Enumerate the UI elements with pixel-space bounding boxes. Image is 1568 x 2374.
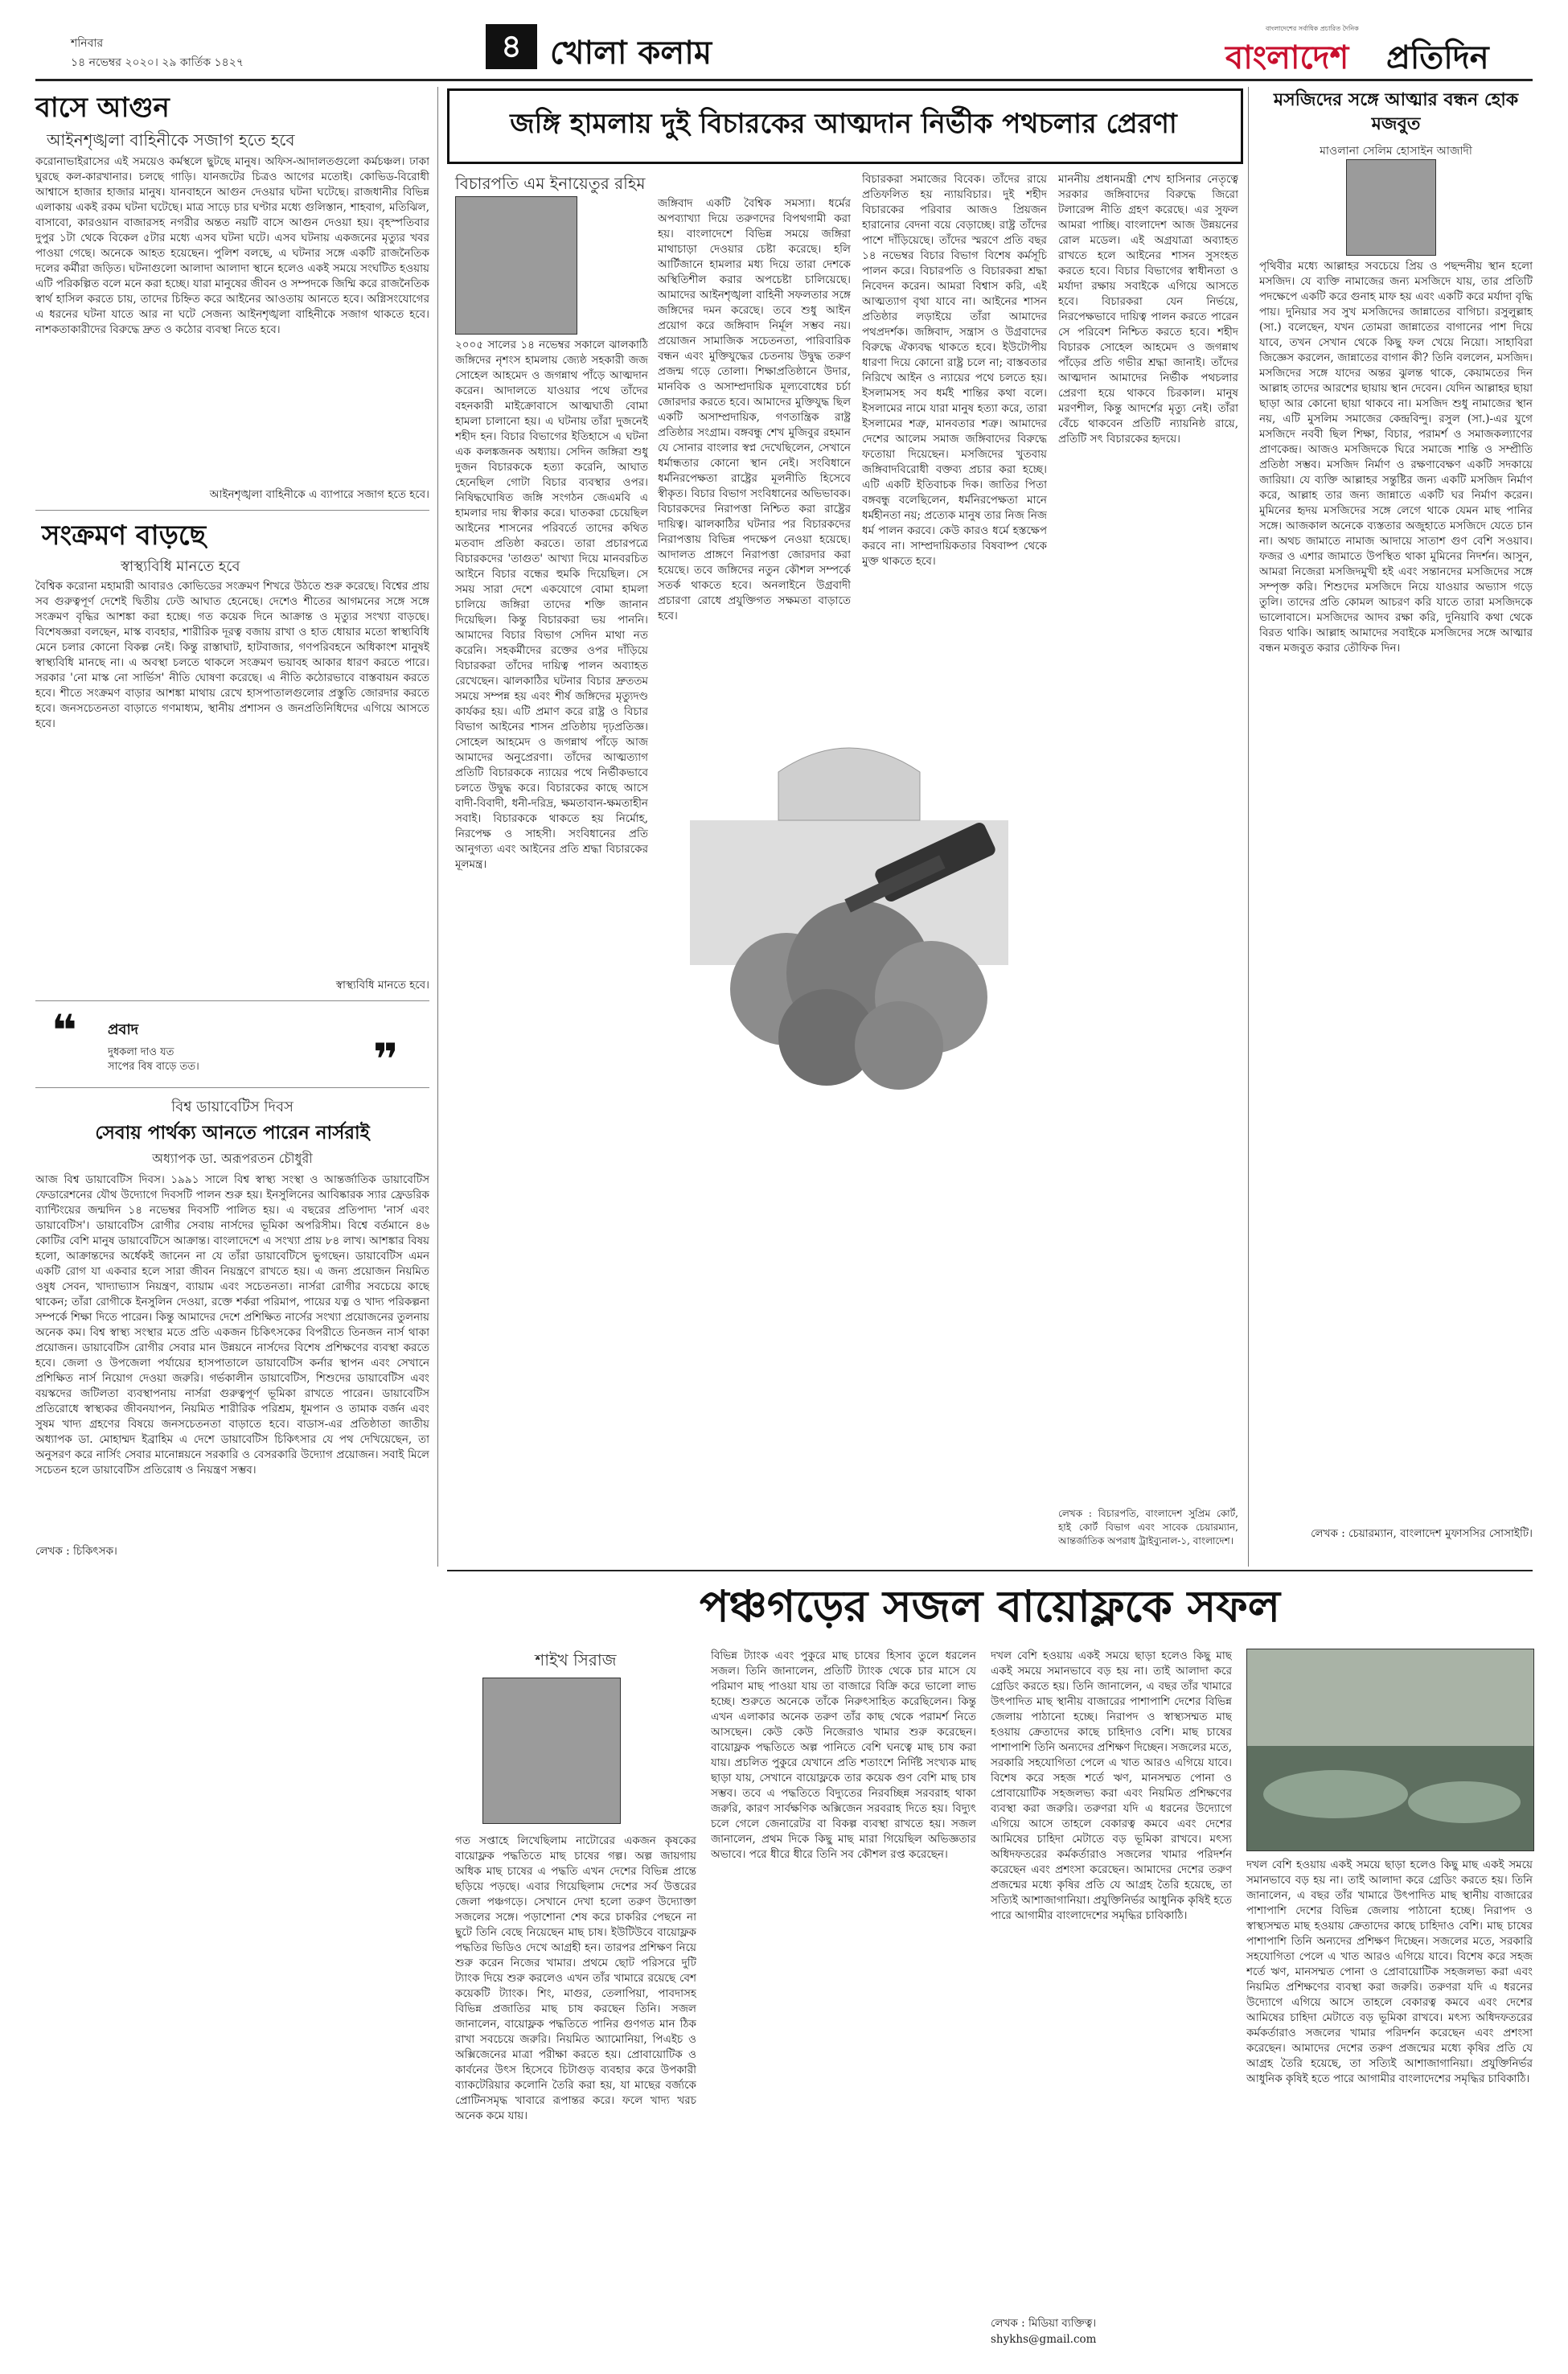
bottom-column-a: গত সপ্তাহে লিখেছিলাম নাটোরের একজন কৃষকের বায়োফ্লক পদ্ধতিতে মাছ চাষের গল্প। অল্প জায়গায় অধিক মাছ চাষের এ পদ্ধতি এখন দেশের বিভিন্ন প্রান্তে ছড়িয়ে পড়ছে। এবার গিয়েছিলাম দেশের সর্ব উত্তরের জেলা পঞ্চগড়ে। সেখানে দেখা হলো তরুণ উদ্যোক্তা সজলের সঙ্গে। পড়াশোনা শেষ করে চাকরির পেছনে না ছুটে তিনি বেছে নিয়েছেন মাছ চাষ। ইউটিউবে বায়োফ্লক পদ্ধতির ভিডিও দেখে আগ্রহী হন। তারপর প্রশিক্ষণ নিয়ে শুরু করেন নিজের খামার। প্রথমে ছোট পরিসরে দুটি ট্যাংক দিয়ে শুরু করলেও এখন তাঁর খামারে রয়েছে বেশ কয়েকটি ট্যাংক। শিং, মাগুর, তেলাপিয়া, পাবদাসহ বিভিন্ন প্রজাতির মাছ চাষ করছেন তিনি। সজল জানালেন, বায়োফ্লক পদ্ধতিতে পানির গুণগত মান ঠিক রাখা সবচেয়ে জরুরি। নিয়মিত অ্যামোনিয়া, পিএইচ ও অক্সিজেনের মাত্রা পরীক্ষা করতে হয়। প্রোবায়োটিক ও কার্বনের উৎস হিসেবে চিটাগুড় ব্যবহার করে উপকারী ব্যাকটেরিয়ার কলোনি তৈরি করা হয়, যা মাছের বর্জ্যকে প্রোটিনসমৃদ্ধ খাবারে রূপান্তর করে। ফলে খাদ্য খরচ অনেক কমে যায়। [455, 1834, 696, 2122]
editorial-2-body: বৈশ্বিক করোনা মহামারী আবারও কোভিডের সংক্রমণ শিখরে উঠতে শুরু করেছে। বিশ্বের প্রায় সব গুরুত্বপূর্ণ দেশেই দ্বিতীয় ঢেউ আঘাত হেনেছে। দেশেও শীতের আগমনের সঙ্গে সঙ্গে সংক্রমণ বৃদ্ধির আশঙ্কা করা হচ্ছে। গত কয়েক দিনে আক্রান্ত ও মৃত্যুর সংখ্যা বাড়ছে। বিশেষজ্ঞরা বলছেন, মাস্ক ব্যবহার, শারীরিক দূরত্ব বজায় রাখা ও হাত ধোয়ার মতো স্বাস্থ্যবিধি মেনে চলার কোনো বিকল্প নেই। কিন্তু রাস্তাঘাট, হাটবাজার, গণপরিবহনে অধিকাংশ মানুষই স্বাস্থ্যবিধি মানছে না। এ অবস্থা চলতে থাকলে সংক্রমণ ভয়াবহ আকার ধারণ করতে পারে। সরকার 'নো মাস্ক নো সার্ভিস' নীতি ঘোষণা করেছে। এ নীতি কঠোরভাবে বাস্তবায়ন করতে হবে। শীতে সংক্রমণ বাড়ার আশঙ্কা মাথায় রেখে হাসপাতালগুলোর প্রস্তুতি জোরদার করতে হবে। জনসচেতনতা বাড়াতে গণমাধ্যম, স্থানীয় প্রশাসন ও জনপ্রতিনিধিদের এগিয়ে আসতে হবে। [35, 580, 429, 730]
header-rule [35, 79, 1533, 81]
issue-day: শনিবার [71, 37, 104, 50]
bottom-author-photo [482, 1678, 621, 1824]
lead-column-c: বিচারকরা সমাজের বিবেক। তাঁদের রায়ে প্রতিফলিত হয় ন্যায়বিচার। দুই শহীদ বিচারকের পরিবার আজও প্রিয়জন হারানোর বেদনা বয়ে বেড়াচ্ছে। রাষ্ট্র তাঁদের পাশে দাঁড়িয়েছে। তাঁদের স্মরণে প্রতি বছর ১৪ নভেম্বর বিচার বিভাগ বিশেষ কর্মসূচি পালন করে। বিচারপতি ও বিচারকরা শ্রদ্ধা নিবেদন করেন। আমরা বিশ্বাস করি, এই আত্মত্যাগ বৃথা যাবে না। আইনের শাসন প্রতিষ্ঠার লড়াইয়ে তাঁরা আমাদের পথপ্রদর্শক। জঙ্গিবাদ, সন্ত্রাস ও উগ্রবাদের বিরুদ্ধে ঐক্যবদ্ধ থাকতে হবে। ইউটোপীয় ধারণা দিয়ে কোনো রাষ্ট্র চলে না; বাস্তবতার নিরিখে আইন ও ন্যায়ের পথে চলতে হয়। ইসলামসহ সব ধর্মই শান্তির কথা বলে। ইসলামের নামে যারা মানুষ হত্যা করে, তারা ইসলামের শত্রু, মানবতার শত্রু। আমাদের দেশের আলেম সমাজ জঙ্গিবাদের বিরুদ্ধে ফতোয়া দিয়েছেন। মসজিদের খুতবায় জঙ্গিবাদবিরোধী বক্তব্য প্রচার করা হচ্ছে। এটি একটি ইতিবাচক দিক। জাতির পিতা বঙ্গবন্ধু বলেছিলেন, ধর্মনিরপেক্ষতা মানে ধর্মহীনতা নয়; প্রত্যেক মানুষ তার নিজ নিজ ধর্ম পালন করবে। কেউ কারও ধর্মে হস্তক্ষেপ করবে না। সাম্প্রদায়িকতার বিষবাষ্প থেকে মুক্ত থাকতে হবে। [862, 173, 1047, 568]
masthead [35, 24, 1533, 74]
lead-author-photo [455, 196, 577, 335]
editorial-2-title: সংক্রমণ বাড়ছে [42, 520, 207, 552]
col1-rule-3 [35, 1087, 429, 1088]
proverb-box [35, 1007, 429, 1084]
col1-rule-2 [35, 1000, 429, 1001]
proverb-label: প্রবাদ [108, 1021, 139, 1038]
lead-illustration [658, 724, 1041, 1090]
col1-rule-1 [35, 510, 429, 511]
article-3-kicker: বিশ্ব ডায়াবেটিস দিবস [171, 1099, 293, 1115]
article-3-title: সেবায় পার্থক্য আনতে পারেন নার্সরাই [95, 1123, 370, 1144]
lead-column-b: জঙ্গিবাদ একটি বৈশ্বিক সমস্যা। ধর্মের অপব্যাখ্যা দিয়ে তরুণদের বিপথগামী করা হয়। বাংলাদেশে বিভিন্ন সময়ে জঙ্গিরা মাথাচাড়া দেওয়ার চেষ্টা করেছে। হলি আর্টিজানে হামলার মধ্য দিয়ে তারা দেশকে অস্থিতিশীল করার অপচেষ্টা চালিয়েছে। আমাদের আইনশৃঙ্খলা বাহিনী সফলতার সঙ্গে জঙ্গিদের দমন করেছে। তবে শুধু আইন প্রয়োগ করে জঙ্গিবাদ নির্মূল সম্ভব নয়। প্রয়োজন সামাজিক সচেতনতা, পারিবারিক বন্ধন এবং মুক্তিযুদ্ধের চেতনায় উদ্বুদ্ধ তরুণ প্রজন্ম গড়ে তোলা। শিক্ষাপ্রতিষ্ঠানে উদার, মানবিক ও অসাম্প্রদায়িক মূল্যবোধের চর্চা জোরদার করতে হবে। আমাদের মুক্তিযুদ্ধ ছিল একটি অসাম্প্রদায়িক, গণতান্ত্রিক রাষ্ট্র প্রতিষ্ঠার সংগ্রাম। বঙ্গবন্ধু শেখ মুজিবুর রহমান যে সোনার বাংলার স্বপ্ন দেখেছিলেন, সেখানে ধর্মান্ধতার কোনো স্থান নেই। সংবিধানে ধর্মনিরপেক্ষতা রাষ্ট্রের মূলনীতি হিসেবে স্বীকৃত। বিচার বিভাগ সংবিধানের অভিভাবক। বিচারকদের নিরাপত্তা নিশ্চিত করা রাষ্ট্রের দায়িত্ব। ঝালকাঠির ঘটনার পর বিচারকদের নিরাপত্তায় বিভিন্ন পদক্ষেপ নেওয়া হয়েছে। আদালত প্রাঙ্গণে নিরাপত্তা জোরদার করা হয়েছে। তবে জঙ্গিদের নতুন কৌশল সম্পর্কে সতর্ক থাকতে হবে। অনলাইনে উগ্রবাদী প্রচারণা রোধে প্রযুক্তিগত সক্ষমতা বাড়াতে হবে। [658, 197, 851, 622]
bottom-article-author: শাইখ সিরাজ [535, 1650, 617, 1670]
bottom-column-b: বিভিন্ন ট্যাংক এবং পুকুরে মাছ চাষের হিসাব তুলে ধরলেন সজল। তিনি জানালেন, প্রতিটি ট্যাংক থেকে চার মাসে যে পরিমাণ মাছ পাওয়া যায় তা বাজারে বিক্রি করে ভালো লাভ হচ্ছে। শুরুতে অনেকে তাঁকে নিরুৎসাহিত করেছিলেন। কিন্তু এখন এলাকার অনেক তরুণ তাঁর কাছ থেকে পরামর্শ নিতে আসছেন। কেউ কেউ নিজেরাও খামার শুরু করেছেন। বায়োফ্লক পদ্ধতিতে অল্প পানিতে বেশি ঘনত্বে মাছ চাষ করা যায়। প্রচলিত পুকুরে যেখানে প্রতি শতাংশে নির্দিষ্ট সংখ্যক মাছ ছাড়া যায়, সেখানে বায়োফ্লকে তার কয়েক গুণ বেশি মাছ চাষ সম্ভব। তবে এ পদ্ধতিতে বিদ্যুতের নিরবচ্ছিন্ন সরবরাহ থাকা জরুরি, কারণ সার্বক্ষণিক অক্সিজেন সরবরাহ দিতে হয়। বিদ্যুৎ চলে গেলে জেনারেটর বা বিকল্প ব্যবস্থা রাখতে হয়। সজল জানালেন, প্রথম দিকে কিছু মাছ মারা গিয়েছিল অভিজ্ঞতার অভাবে। পরে ধীরে ধীরে তিনি সব কৌশল রপ্ত করেছেন। [711, 1649, 976, 1861]
quote-close-icon: ❞ [373, 1034, 399, 1085]
editorial-1-tail: আইনশৃঙ্খলা বাহিনীকে এ ব্যাপারে সজাগ হতে হবে। [209, 488, 429, 501]
page-number-box [486, 24, 537, 69]
quote-open-icon: ❝ [51, 1005, 77, 1056]
newspaper-logo [1225, 24, 1531, 76]
editorial-1-subtitle: আইনশৃঙ্খলা বাহিনীকে সজাগ হতে হবে [47, 130, 295, 150]
right-article-title: মসজিদের সঙ্গে আত্মার বন্ধন হোক মজবুত [1273, 90, 1519, 134]
bottom-author-email[interactable]: shykhs@gmail.com [991, 2333, 1097, 2346]
logo-text-right: প্রতিদিন [1386, 39, 1489, 76]
editorial-1-title: বাসে আগুন [35, 92, 170, 124]
article-3-author: অধ্যাপক ডা. অরূপরতন চৌধুরী [152, 1151, 313, 1166]
bottom-farm-photo [1246, 1649, 1534, 1851]
right-article-author: মাওলানা সেলিম হোসাইন আজাদী [1320, 145, 1472, 158]
proverb-text: দুধকলা দাও যত সাপের বিষ বাড়ে তত। [108, 1046, 199, 1073]
article-3-body: আজ বিশ্ব ডায়াবেটিস দিবস। ১৯৯১ সালে বিশ্ব স্বাস্থ্য সংস্থা ও আন্তর্জাতিক ডায়াবেটিস ফেডারেশনের যৌথ উদ্যোগে দিবসটি পালন শুরু হয়। ইনসুলিনের আবিষ্কারক স্যার ফ্রেডরিক ব্যান্টিংয়ের জন্মদিন ১৪ নভেম্বর দিবসটি পালিত হয়। এ বছরের প্রতিপাদ্য 'নার্স এবং ডায়াবেটিস'। ডায়াবেটিস রোগীর সেবায় নার্সদের ভূমিকা অপরিসীম। বিশ্বে বর্তমানে ৪৬ কোটির বেশি মানুষ ডায়াবেটিসে আক্রান্ত। বাংলাদেশে এ সংখ্যা প্রায় ৮৪ লাখ। আশঙ্কার বিষয় হলো, আক্রান্তদের অর্ধেকই জানেন না যে তাঁরা ডায়াবেটিসে ভুগছেন। ডায়াবেটিস এমন একটি রোগ যা একবার হলে সারা জীবন নিয়ন্ত্রণে রাখতে হয়। এ জন্য প্রয়োজন নিয়মিত ওষুধ সেবন, খাদ্যাভ্যাস নিয়ন্ত্রণ, ব্যায়াম এবং সচেতনতা। নার্সরা রোগীর সবচেয়ে কাছে থাকেন; তাঁরা রোগীকে ইনসুলিন দেওয়া, রক্তে শর্করা পরিমাপ, পায়ের যত্ন ও খাদ্য পরিকল্পনা সম্পর্কে শিক্ষা দিতে পারেন। কিন্তু আমাদের দেশে প্রশিক্ষিত নার্সের সংখ্যা প্রয়োজনের তুলনায় অনেক কম। বিশ্ব স্বাস্থ্য সংস্থার মতে প্রতি একজন চিকিৎসকের বিপরীতে তিনজন নার্স থাকা প্রয়োজন। ডায়াবেটিস রোগীর সেবার মান উন্নয়নে নার্সদের বিশেষ প্রশিক্ষণের ব্যবস্থা করতে হবে। জেলা ও উপজেলা পর্যায়ের হাসপাতালে ডায়াবেটিস কর্নার স্থাপন এবং সেখানে প্রশিক্ষিত নার্স নিয়োগ দেওয়া জরুরি। গর্ভকালীন ডায়াবেটিস, শিশুদের ডায়াবেটিস এবং বয়স্কদের জটিলতা ব্যবস্থাপনায় নার্সরা গুরুত্বপূর্ণ ভূমিকা রাখতে পারেন। ডায়াবেটিস প্রতিরোধে স্বাস্থ্যকর জীবনযাপন, নিয়মিত শারীরিক পরিশ্রম, ধূমপান ও তামাক বর্জন এবং সুষম খাদ্য গ্রহণের বিষয়ে জনসচেতনতা বাড়াতে হবে। বাডাস-এর প্রতিষ্ঠাতা জাতীয় অধ্যাপক ডা. মোহাম্মদ ইব্রাহিম এ দেশে ডায়াবেটিস চিকিৎসার যে পথ দেখিয়েছেন, তা অনুসরণ করে নার্সিং সেবার মানোন্নয়নে সরকারি ও বেসরকারি উদ্যোগ প্রয়োজন। সবাই মিলে সচেতন হলে ডায়াবেটিস প্রতিরোধ ও নিয়ন্ত্রণ সম্ভব। [35, 1173, 429, 1477]
lead-column-a: ২০০৫ সালের ১৪ নভেম্বর সকালে ঝালকাঠি জঙ্গিদের নৃশংস হামলায় জ্যেষ্ঠ সহকারী জজ সোহেল আহমেদ ও জগন্নাথ পাঁড়ে আত্মদান করেন। আদালতে যাওয়ার পথে তাঁদের বহনকারী মাইক্রোবাসে আত্মঘাতী বোমা হামলা চালানো হয়। এ ঘটনায় তাঁরা দুজনেই শহীদ হন। বিচার বিভাগের ইতিহাসে এ ঘটনা এক কলঙ্কজনক অধ্যায়। সেদিন জঙ্গিরা শুধু দুজন বিচারককে হত্যা করেনি, আঘাত হেনেছিল গোটা বিচার ব্যবস্থার ওপর। নিষিদ্ধঘোষিত জঙ্গি সংগঠন জেএমবি এ হামলার দায় স্বীকার করে। ঘাতকরা চেয়েছিল আইনের শাসনের পরিবর্তে তাদের কথিত মতবাদ প্রতিষ্ঠা করতে। তারা প্রচারপত্রে বিচারকদের 'তাগুত' আখ্যা দিয়ে মানবরচিত আইনে বিচার বন্ধের হুমকি দিয়েছিল। সে সময় সারা দেশে একযোগে বোমা হামলা চালিয়ে জঙ্গিরা তাদের শক্তি জানান দিয়েছিল। কিন্তু বিচারকরা ভয় পাননি। আমাদের বিচার বিভাগ সেদিন মাথা নত করেনি। সহকর্মীদের রক্তের ওপর দাঁড়িয়ে বিচারকরা তাঁদের দায়িত্ব পালন অব্যাহত রেখেছেন। ঝালকাঠির ঘটনার বিচার দ্রুততম সময়ে সম্পন্ন হয় এবং শীর্ষ জঙ্গিদের মৃত্যুদণ্ড কার্যকর হয়। এটি প্রমাণ করে রাষ্ট্র ও বিচার বিভাগ আইনের শাসন প্রতিষ্ঠায় দৃঢ়প্রতিজ্ঞ। সোহেল আহমেদ ও জগন্নাথ পাঁড়ে আজ আমাদের অনুপ্রেরণা। তাঁদের আত্মত্যাগ প্রতিটি বিচারককে ন্যায়ের পথে নির্ভীকভাবে চলতে উদ্বুদ্ধ করে। বিচারকের কাছে আসে বাদী-বিবাদী, ধনী-দরিদ্র, ক্ষমতাবান-ক্ষমতাহীন সবাই। বিচারককে থাকতে হয় নির্মোহ, নিরপেক্ষ ও সাহসী। সংবিধানের প্রতি আনুগত্য এবং আইনের প্রতি শ্রদ্ধা বিচারকের মূলমন্ত্র। [455, 339, 648, 871]
issue-date: ১৪ নভেম্বর ২০২০। ২৯ কার্তিক ১৪২৭ [71, 56, 244, 69]
lead-column-d-tail: লেখক : বিচারপতি, বাংলাদেশ সুপ্রিম কোর্ট, হাই কোর্ট বিভাগ এবং সাবেক চেয়ারম্যান, আন্তর্জাতিক অপরাধ ট্রাইব্যুনাল-১, বাংলাদেশ। [1058, 1508, 1238, 1546]
lead-author: বিচারপতি এম ইনায়েতুর রহিম [455, 174, 646, 193]
right-article-tail: লেখক : চেয়ারম্যান, বাংলাদেশ মুফাসসির সোসাইটি। [1311, 1527, 1533, 1540]
article-3-tail: লেখক : চিকিৎসক। [35, 1545, 117, 1558]
gavel-explosion-illustration [658, 724, 1041, 1090]
logo-text-left: বাংলাদেশ [1225, 39, 1349, 76]
col1-divider [437, 87, 438, 1567]
right-article-body: পৃথিবীর মধ্যে আল্লাহর সবচেয়ে প্রিয় ও পছন্দনীয় স্থান হলো মসজিদ। যে ব্যক্তি নামাজের জন্য মসজিদে যায়, তার প্রতিটি পদক্ষেপে একটি করে গুনাহ মাফ হয় এবং একটি করে মর্যাদা বৃদ্ধি পায়। দুনিয়ার সব সুখ মসজিদের জান্নাতের বাগিচা। রসুলুল্লাহ (সা.) বলেছেন, যখন তোমরা জান্নাতের বাগানের পাশ দিয়ে যাবে, তখন সেখান থেকে কিছু ফল খেয়ে নিয়ো। সাহাবিরা জিজ্ঞেস করলেন, জান্নাতের বাগান কী? তিনি বললেন, মসজিদ। মসজিদের সঙ্গে যাদের অন্তর ঝুলন্ত থাকে, কেয়ামতের দিন আল্লাহ তাদের আরশের ছায়ায় স্থান দেবেন। যেদিন আল্লাহর ছায়া ছাড়া আর কোনো ছায়া থাকবে না। মসজিদ শুধু নামাজের স্থান নয়, এটি মুসলিম সমাজের কেন্দ্রবিন্দু। রসুল (সা.)-এর যুগে মসজিদে নববী ছিল শিক্ষা, বিচার, পরামর্শ ও সমাজকল্যাণের প্রাণকেন্দ্র। আজও মসজিদকে ঘিরে সমাজে শান্তি ও সম্প্রীতি প্রতিষ্ঠা সম্ভব। মসজিদ নির্মাণ ও রক্ষণাবেক্ষণ একটি সদকায়ে জারিয়া। যে ব্যক্তি আল্লাহর সন্তুষ্টির জন্য একটি মসজিদ নির্মাণ করে, আল্লাহ তার জন্য জান্নাতে একটি ঘর নির্মাণ করেন। মুমিনের হৃদয় মসজিদের সঙ্গে লেগে থাকে যেমন মাছ পানির সঙ্গে। আজকাল অনেকে ব্যস্ততার অজুহাতে মসজিদে যেতে চান না। অথচ জামাতে নামাজ আদায়ে সাতাশ গুণ বেশি সওয়াব। ফজর ও এশার জামাতে উপস্থিত থাকা মুমিনের নিদর্শন। আসুন, আমরা নিজেরা মসজিদমুখী হই এবং সন্তানদের মসজিদের সঙ্গে সম্পৃক্ত করি। শিশুদের মসজিদে নিয়ে যাওয়ার অভ্যাস গড়ে তুলি। তাদের প্রতি কোমল আচরণ করি যাতে তারা মসজিদকে ভালোবাসে। মসজিদের আদব রক্ষা করি, দুনিয়াবি কথা থেকে বিরত থাকি। আল্লাহ আমাদের সবাইকে মসজিদের সঙ্গে আত্মার বন্ধন মজবুত করার তৌফিক দিন। [1259, 260, 1533, 655]
section-title: খোলা কলাম [550, 35, 712, 72]
editorial-1-body: করোনাভাইরাসের এই সময়েও কর্মস্থলে ছুটছে মানুষ। অফিস-আদালতগুলো কর্মচঞ্চল। ঢাকা ঘুরছে কল-কারখানার। চলছে গাড়ি। যানজটের চিত্রও আগের মতোই। কোভিড-বিরোধী আশ্বাসে হাজার হাজার মানুষ। যানবাহনে আগুন দেওয়ার ঘটনা ঘটেছে। রাজধানীর বিভিন্ন এলাকায় একই রকম ঘটনা ঘটেছে। মাত্র সাড়ে চার ঘণ্টার মধ্যে গুলিস্তান, শাহবাগ, মতিঝিল, বাসাবো, কারওয়ান বাজারসহ নগরীর অন্তত নয়টি বাসে আগুন দেওয়া হয়। বৃহস্পতিবার দুপুর ১টা থেকে বিকেল ৫টার মধ্যে এসব ঘটনা ঘটে। এসব ঘটনায় একজনের মৃত্যুর খবর পাওয়া গেছে। অনেকে আহত হয়েছেন। পুলিশ বলছে, এ ঘটনার সঙ্গে একটি রাজনৈতিক দলের কর্মীরা জড়িত। ঘটনাগুলো আলাদা আলাদা স্থানে হলেও একই সময়ে সংঘটিত হওয়ায় এটি পরিকল্পিত বলে মনে করা হচ্ছে। যারা মানুষের জীবন ও সম্পদকে জিম্মি করে রাজনৈতিক স্বার্থ হাসিল করতে চায়, তাদের চিহ্নিত করে আইনের আওতায় আনতে হবে। অগ্নিসংযোগের এ ধরনের ঘটনা যাতে আর না ঘটে সেজন্য আইনশৃঙ্খলা বাহিনীকে সজাগ থাকতে হবে। নাশকতাকারীদের বিরুদ্ধে দ্রুত ও কঠোর ব্যবস্থা নিতে হবে। [35, 155, 429, 336]
right-col-divider [1248, 87, 1249, 1567]
bottom-article-title: পঞ্চগড়ের সজল বায়োফ্লকে সফল [699, 1581, 1281, 1632]
editorial-2-tail: স্বাস্থ্যবিধি মানতে হবে। [335, 979, 429, 992]
logo-tagline: বাংলাদেশের সর্বাধিক প্রচারিত দৈনিক [1266, 25, 1359, 32]
farm-photo-illustration [1247, 1649, 1533, 1850]
bottom-column-c-tail: লেখক : মিডিয়া ব্যক্তিত্ব। [991, 2317, 1097, 2330]
lead-column-d: মাননীয় প্রধানমন্ত্রী শেখ হাসিনার নেতৃত্বে সরকার জঙ্গিবাদের বিরুদ্ধে জিরো টলারেন্স নীতি গ্রহণ করেছে। এর সুফল আমরা পাচ্ছি। বাংলাদেশ আজ উন্নয়নের রোল মডেল। এই অগ্রযাত্রা অব্যাহত রাখতে হলে আইনের শাসন সুসংহত করতে হবে। বিচার বিভাগের স্বাধীনতা ও মর্যাদা রক্ষায় সবাইকে এগিয়ে আসতে হবে। বিচারকরা যেন নির্ভয়ে, নিরপেক্ষভাবে দায়িত্ব পালন করতে পারেন সে পরিবেশ নিশ্চিত করতে হবে। শহীদ বিচারক সোহেল আহমেদ ও জগন্নাথ পাঁড়ের প্রতি গভীর শ্রদ্ধা জানাই। তাঁদের আত্মদান আমাদের নির্ভীক পথচলার প্রেরণা হয়ে থাকবে চিরকাল। মানুষ মরণশীল, কিন্তু আদর্শের মৃত্যু নেই। তাঁরা বেঁচে থাকবেন প্রতিটি ন্যায়নিষ্ঠ রায়ে, প্রতিটি সৎ বিচারকের হৃদয়ে। [1058, 173, 1238, 446]
bottom-top-rule [447, 1570, 1533, 1571]
right-author-photo [1346, 159, 1436, 256]
bottom-column-d: দখল বেশি হওয়ায় একই সময়ে ছাড়া হলেও কিছু মাছ একই সময়ে সমানভাবে বড় হয় না। তাই আলাদা করে গ্রেডিং করতে হয়। তিনি জানালেন, এ বছর তাঁর খামারে উৎপাদিত মাছ স্থানীয় বাজারের পাশাপাশি দেশের বিভিন্ন জেলায় পাঠানো হচ্ছে। নিরাপদ ও স্বাস্থ্যসম্মত মাছ হওয়ায় ক্রেতাদের কাছে চাহিদাও বেশি। মাছ চাষের পাশাপাশি তিনি অন্যদের প্রশিক্ষণ দিচ্ছেন। সজলের মতে, সরকারি সহযোগিতা পেলে এ খাত আরও এগিয়ে যাবে। বিশেষ করে সহজ শর্তে ঋণ, মানসম্মত পোনা ও প্রোবায়োটিক সহজলভ্য করা এবং নিয়মিত প্রশিক্ষণের ব্যবস্থা করা জরুরি। তরুণরা যদি এ ধরনের উদ্যোগে এগিয়ে আসে তাহলে বেকারত্ব কমবে এবং দেশের আমিষের চাহিদা মেটাতে বড় ভূমিকা রাখবে। মৎস্য অধিদফতরের কর্মকর্তারাও সজলের খামার পরিদর্শন করেছেন এবং প্রশংসা করেছেন। আমাদের দেশের তরুণ প্রজন্মের মধ্যে কৃষির প্রতি যে আগ্রহ তৈরি হয়েছে, তা সত্যিই আশাজাগানিয়া। প্রযুক্তিনির্ভর আধুনিক কৃষিই হতে পারে আগামীর বাংলাদেশের সমৃদ্ধির চাবিকাঠি। [1246, 1859, 1533, 2085]
editorial-2-subtitle: স্বাস্থ্যবিধি মানতে হবে [121, 558, 240, 575]
page-number: ৪ [501, 28, 522, 65]
bottom-column-c: দখল বেশি হওয়ায় একই সময়ে ছাড়া হলেও কিছু মাছ একই সময়ে সমানভাবে বড় হয় না। তাই আলাদা করে গ্রেডিং করতে হয়। তিনি জানালেন, এ বছর তাঁর খামারে উৎপাদিত মাছ স্থানীয় বাজারের পাশাপাশি দেশের বিভিন্ন জেলায় পাঠানো হচ্ছে। নিরাপদ ও স্বাস্থ্যসম্মত মাছ হওয়ায় ক্রেতাদের কাছে চাহিদাও বেশি। মাছ চাষের পাশাপাশি তিনি অন্যদের প্রশিক্ষণ দিচ্ছেন। সজলের মতে, সরকারি সহযোগিতা পেলে এ খাত আরও এগিয়ে যাবে। বিশেষ করে সহজ শর্তে ঋণ, মানসম্মত পোনা ও প্রোবায়োটিক সহজলভ্য করা এবং নিয়মিত প্রশিক্ষণের ব্যবস্থা করা জরুরি। তরুণরা যদি এ ধরনের উদ্যোগে এগিয়ে আসে তাহলে বেকারত্ব কমবে এবং দেশের আমিষের চাহিদা মেটাতে বড় ভূমিকা রাখবে। মৎস্য অধিদফতরের কর্মকর্তারাও সজলের খামার পরিদর্শন করেছেন এবং প্রশংসা করেছেন। আমাদের দেশের তরুণ প্রজন্মের মধ্যে কৃষির প্রতি যে আগ্রহ তৈরি হয়েছে, তা সত্যিই আশাজাগানিয়া। প্রযুক্তিনির্ভর আধুনিক কৃষিই হতে পারে আগামীর বাংলাদেশের সমৃদ্ধির চাবিকাঠি। [991, 1649, 1232, 1922]
lead-title: জঙ্গি হামলায় দুই বিচারকের আত্মদান নির্ভীক পথচলার প্রেরণা [510, 108, 1177, 140]
